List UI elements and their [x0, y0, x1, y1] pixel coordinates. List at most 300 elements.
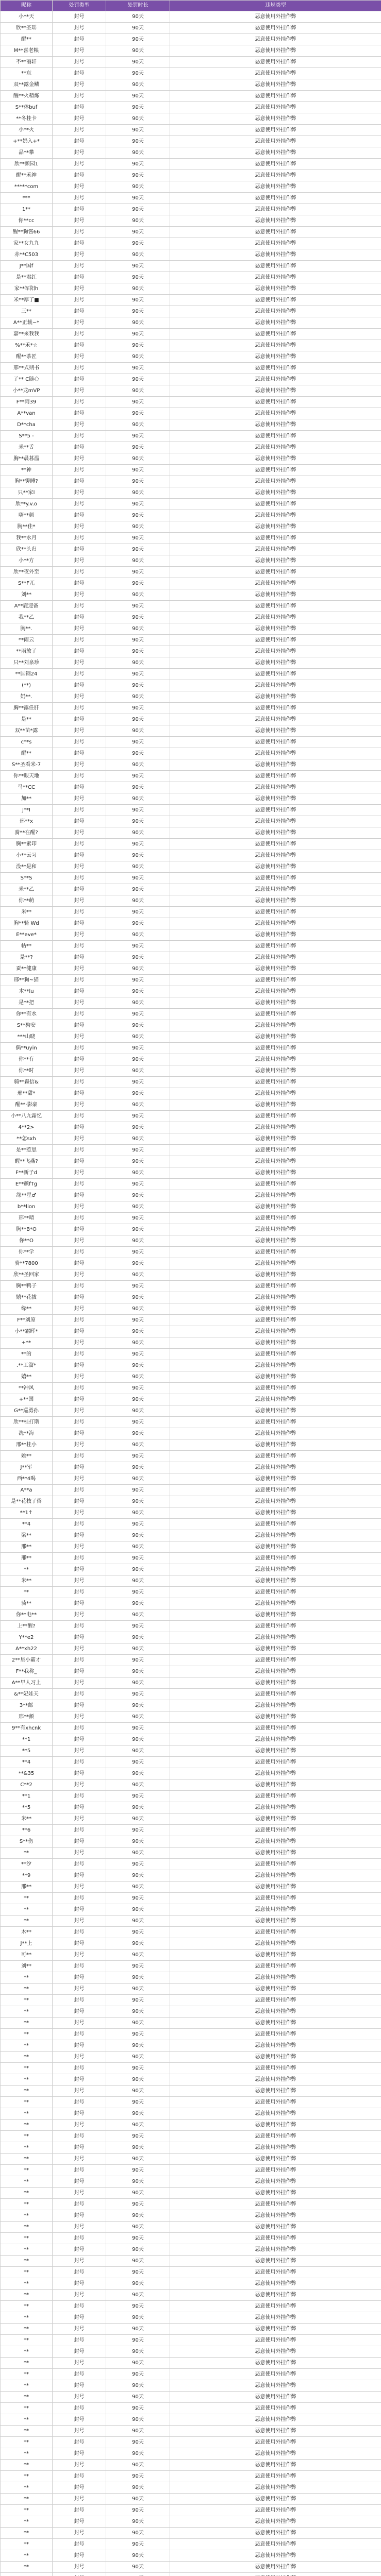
- cell-duration: 90天: [106, 1462, 170, 1473]
- cell-duration: 90天: [106, 1224, 170, 1235]
- cell-violation-type: 恶意使用外挂作弊: [170, 1031, 381, 1043]
- cell-duration: 90天: [106, 748, 170, 759]
- cell-nickname: **: [1, 2233, 53, 2244]
- cell-penalty-type: 封号: [53, 385, 106, 397]
- table-row: [1, 2006, 381, 2018]
- cell-violation-type: 恶意使用外挂作弊: [170, 714, 381, 725]
- cell-violation-type: 恶意使用外挂作弊: [170, 1405, 381, 1417]
- cell-violation-type: 恶意使用外挂作弊: [170, 1201, 381, 1213]
- cell-penalty-type: 封号: [53, 363, 106, 374]
- cell-violation-type: 恶意使用外挂作弊: [170, 249, 381, 261]
- table-row: [1, 1643, 381, 1655]
- cell-duration: 90天: [106, 408, 170, 419]
- cell-penalty-type: 封号: [53, 193, 106, 204]
- cell-duration: 90天: [106, 442, 170, 453]
- cell-violation-type: 恶意使用外挂作弊: [170, 1077, 381, 1088]
- cell-duration: 90天: [106, 125, 170, 136]
- table-row: [1, 1791, 381, 1802]
- cell-violation-type: 恶意使用外挂作弊: [170, 2267, 381, 2278]
- cell-duration: 90天: [106, 2346, 170, 2358]
- cell-penalty-type: 封号: [53, 1689, 106, 1700]
- cell-violation-type: 恶意使用外挂作弊: [170, 1859, 381, 1870]
- cell-nickname: 邢**甜*: [1, 1088, 53, 1099]
- cell-nickname: **: [1, 2222, 53, 2233]
- cell-duration: 90天: [106, 2494, 170, 2505]
- cell-duration: 90天: [106, 2040, 170, 2052]
- cell-violation-type: 恶意使用外挂作弊: [170, 227, 381, 238]
- cell-violation-type: 恶意使用外挂作弊: [170, 1519, 381, 1530]
- cell-nickname: b**lion: [1, 1201, 53, 1213]
- cell-violation-type: 恶意使用外挂作弊: [170, 102, 381, 113]
- cell-nickname: 3**邮: [1, 1700, 53, 1711]
- cell-violation-type: 恶意使用外挂作弊: [170, 317, 381, 329]
- cell-nickname: **雨云: [1, 635, 53, 646]
- cell-nickname: **: [1, 2505, 53, 2516]
- cell-violation-type: 恶意使用外挂作弊: [170, 2392, 381, 2403]
- cell-duration: 90天: [106, 1281, 170, 1292]
- table-row: [1, 1224, 381, 1235]
- cell-nickname: 了** C随心: [1, 374, 53, 385]
- cell-nickname: M**喜老粮: [1, 45, 53, 57]
- table-row: [1, 1859, 381, 1870]
- table-row: [1, 2029, 381, 2040]
- cell-duration: 90天: [106, 1292, 170, 1303]
- cell-nickname: A**van: [1, 408, 53, 419]
- cell-nickname: **1: [1, 1791, 53, 1802]
- cell-nickname: **4: [1, 1757, 53, 1768]
- table-row: [1, 249, 381, 261]
- cell-nickname: 欣**桂打斯: [1, 1417, 53, 1428]
- cell-violation-type: 恶意使用外挂作弊: [170, 2108, 381, 2120]
- cell-duration: 90天: [106, 1745, 170, 1757]
- cell-violation-type: 恶意使用外挂作弊: [170, 2256, 381, 2267]
- cell-duration: 90天: [106, 827, 170, 839]
- cell-nickname: 家**女九九: [1, 238, 53, 249]
- cell-violation-type: 恶意使用外挂作弊: [170, 1315, 381, 1326]
- table-row: [1, 159, 381, 170]
- cell-duration: 90天: [106, 975, 170, 986]
- cell-penalty-type: 封号: [53, 1530, 106, 1541]
- cell-nickname: 品**攀: [1, 147, 53, 159]
- cell-penalty-type: 封号: [53, 442, 106, 453]
- cell-duration: 90天: [106, 1553, 170, 1564]
- cell-duration: 90天: [106, 2086, 170, 2097]
- table-row: [1, 215, 381, 227]
- cell-nickname: 胸**露任肝: [1, 703, 53, 714]
- cell-duration: 90天: [106, 2142, 170, 2154]
- cell-violation-type: 恶意使用外挂作弊: [170, 1825, 381, 1836]
- cell-violation-type: 恶意使用外挂作弊: [170, 1836, 381, 1848]
- cell-nickname: 加**: [1, 793, 53, 805]
- cell-nickname: 我**乙: [1, 612, 53, 623]
- cell-penalty-type: 封号: [53, 1292, 106, 1303]
- cell-penalty-type: 封号: [53, 623, 106, 635]
- cell-duration: 90天: [106, 601, 170, 612]
- cell-nickname: **: [1, 2029, 53, 2040]
- cell-violation-type: 恶意使用外挂作弊: [170, 1791, 381, 1802]
- cell-violation-type: 恶意使用外挂作弊: [170, 1292, 381, 1303]
- table-row: [1, 113, 381, 125]
- table-row: [1, 2063, 381, 2074]
- cell-violation-type: 恶意使用外挂作弊: [170, 238, 381, 249]
- cell-penalty-type: 封号: [53, 1768, 106, 1780]
- cell-violation-type: 恶意使用外挂作弊: [170, 2018, 381, 2029]
- cell-penalty-type: 封号: [53, 283, 106, 295]
- cell-penalty-type: 封号: [53, 533, 106, 544]
- cell-violation-type: 恶意使用外挂作弊: [170, 680, 381, 691]
- cell-violation-type: 恶意使用外挂作弊: [170, 476, 381, 487]
- cell-violation-type: 恶意使用外挂作弊: [170, 1882, 381, 1893]
- cell-nickname: 胸**霁睡?: [1, 476, 53, 487]
- cell-nickname: 醒**禾神: [1, 170, 53, 181]
- cell-violation-type: 恶意使用外挂作弊: [170, 351, 381, 363]
- cell-violation-type: 恶意使用外挂作弊: [170, 975, 381, 986]
- cell-nickname: 欣**颜园1: [1, 159, 53, 170]
- cell-nickname: D**cha: [1, 419, 53, 431]
- cell-penalty-type: 封号: [53, 1859, 106, 1870]
- cell-violation-type: 恶意使用外挂作弊: [170, 374, 381, 385]
- cell-penalty-type: 封号: [53, 2562, 106, 2573]
- cell-violation-type: 恶意使用外挂作弊: [170, 1677, 381, 1689]
- table-row: [1, 1893, 381, 1904]
- cell-duration: 90天: [106, 589, 170, 601]
- table-row: [1, 1213, 381, 1224]
- cell-duration: 90天: [106, 1360, 170, 1371]
- table-row: [1, 295, 381, 306]
- cell-penalty-type: 封号: [53, 2494, 106, 2505]
- table-row: [1, 1598, 381, 1609]
- cell-penalty-type: 封号: [53, 2233, 106, 2244]
- cell-penalty-type: 封号: [53, 1632, 106, 1643]
- cell-nickname: 我**水月: [1, 533, 53, 544]
- table-row: [1, 2392, 381, 2403]
- cell-duration: 90天: [106, 635, 170, 646]
- cell-penalty-type: 封号: [53, 2516, 106, 2528]
- cell-duration: 90天: [106, 2188, 170, 2199]
- cell-duration: 90天: [106, 1530, 170, 1541]
- cell-duration: 90天: [106, 578, 170, 589]
- cell-violation-type: 恶意使用外挂作弊: [170, 1655, 381, 1666]
- table-row: [1, 567, 381, 578]
- cell-duration: 90天: [106, 1496, 170, 1507]
- cell-penalty-type: 封号: [53, 793, 106, 805]
- cell-nickname: +**奶入+*: [1, 136, 53, 147]
- cell-violation-type: 恶意使用外挂作弊: [170, 1927, 381, 1938]
- cell-nickname: 米**舌: [1, 442, 53, 453]
- cell-duration: 90天: [106, 2426, 170, 2437]
- cell-penalty-type: 封号: [53, 759, 106, 771]
- table-row: [1, 2505, 381, 2516]
- cell-nickname: **: [1, 2006, 53, 2018]
- cell-nickname: 1**: [1, 204, 53, 215]
- cell-nickname: ***: [1, 193, 53, 204]
- cell-nickname: J**军: [1, 1462, 53, 1473]
- cell-penalty-type: 封号: [53, 1984, 106, 1995]
- cell-violation-type: 恶意使用外挂作弊: [170, 907, 381, 918]
- cell-duration: 90天: [106, 431, 170, 442]
- cell-violation-type: 恶意使用外挂作弊: [170, 1984, 381, 1995]
- table-row: [1, 2233, 381, 2244]
- cell-nickname: 米**: [1, 1814, 53, 1825]
- cell-duration: 90天: [106, 1848, 170, 1859]
- cell-penalty-type: 封号: [53, 1326, 106, 1337]
- cell-nickname: **&35: [1, 1768, 53, 1780]
- cell-violation-type: 恶意使用外挂作弊: [170, 2290, 381, 2301]
- cell-penalty-type: 封号: [53, 2539, 106, 2550]
- cell-violation-type: 恶意使用外挂作弊: [170, 1326, 381, 1337]
- table-row: [1, 612, 381, 623]
- cell-violation-type: 恶意使用外挂作弊: [170, 2460, 381, 2471]
- cell-nickname: **: [1, 2256, 53, 2267]
- table-row: [1, 2335, 381, 2346]
- cell-violation-type: 恶意使用外挂作弊: [170, 1745, 381, 1757]
- cell-duration: 90天: [106, 1349, 170, 1360]
- cell-duration: 90天: [106, 2244, 170, 2256]
- cell-violation-type: 恶意使用外挂作弊: [170, 283, 381, 295]
- cell-violation-type: 恶意使用外挂作弊: [170, 2516, 381, 2528]
- cell-duration: 90天: [106, 929, 170, 941]
- cell-penalty-type: 封号: [53, 2210, 106, 2222]
- cell-duration: 90天: [106, 646, 170, 657]
- cell-nickname: 赤**C503: [1, 249, 53, 261]
- table-row: [1, 1485, 381, 1496]
- cell-violation-type: 恶意使用外挂作弊: [170, 2222, 381, 2233]
- cell-violation-type: 恶意使用外挂作弊: [170, 329, 381, 340]
- cell-violation-type: 恶意使用外挂作弊: [170, 34, 381, 45]
- cell-duration: 90天: [106, 2290, 170, 2301]
- cell-violation-type: 恶意使用外挂作弊: [170, 1088, 381, 1099]
- cell-violation-type: 恶意使用外挂作弊: [170, 170, 381, 181]
- cell-duration: 90天: [106, 1099, 170, 1111]
- cell-nickname: 醒**火精炼: [1, 91, 53, 102]
- cell-nickname: **雨放了: [1, 646, 53, 657]
- cell-violation-type: 恶意使用外挂作弊: [170, 419, 381, 431]
- cell-penalty-type: 封号: [53, 2244, 106, 2256]
- table-row: [1, 385, 381, 397]
- cell-violation-type: 恶意使用外挂作弊: [170, 2562, 381, 2573]
- cell-nickname: 邢**狗~猫: [1, 975, 53, 986]
- table-row: [1, 1995, 381, 2006]
- table-row: [1, 193, 381, 204]
- cell-nickname: **: [1, 2244, 53, 2256]
- cell-nickname: 胸**鸭子: [1, 1281, 53, 1292]
- cell-nickname: 胸**B*O: [1, 1224, 53, 1235]
- cell-violation-type: 恶意使用外挂作弊: [170, 589, 381, 601]
- table-row: [1, 2108, 381, 2120]
- cell-penalty-type: 封号: [53, 487, 106, 499]
- cell-duration: 90天: [106, 714, 170, 725]
- table-row: [1, 329, 381, 340]
- cell-nickname: 刘**: [1, 1961, 53, 1972]
- cell-nickname: 上**醒?: [1, 1621, 53, 1632]
- table-row: [1, 1961, 381, 1972]
- table-row: [1, 1950, 381, 1961]
- cell-duration: 90天: [106, 1768, 170, 1780]
- cell-nickname: 双**苗*露: [1, 725, 53, 737]
- table-row: [1, 306, 381, 317]
- table-row: [1, 1530, 381, 1541]
- cell-violation-type: 恶意使用外挂作弊: [170, 79, 381, 91]
- cell-duration: 90天: [106, 1020, 170, 1031]
- cell-nickname: **: [1, 2267, 53, 2278]
- cell-duration: 90天: [106, 397, 170, 408]
- cell-violation-type: 恶意使用外挂作弊: [170, 873, 381, 884]
- cell-violation-type: 恶意使用外挂作弊: [170, 623, 381, 635]
- cell-penalty-type: 封号: [53, 2142, 106, 2154]
- cell-violation-type: 恶意使用外挂作弊: [170, 1666, 381, 1677]
- cell-violation-type: 恶意使用外挂作弊: [170, 1757, 381, 1768]
- cell-duration: 90天: [106, 657, 170, 669]
- table-row: [1, 2052, 381, 2063]
- cell-nickname: **: [1, 2074, 53, 2086]
- cell-nickname: 小**龙mVP: [1, 385, 53, 397]
- cell-nickname: 小**火: [1, 125, 53, 136]
- table-row: [1, 283, 381, 295]
- cell-duration: 90天: [106, 1179, 170, 1190]
- cell-duration: 90天: [106, 1711, 170, 1723]
- cell-penalty-type: 封号: [53, 1564, 106, 1575]
- cell-duration: 90天: [106, 1893, 170, 1904]
- cell-duration: 90天: [106, 238, 170, 249]
- cell-duration: 90天: [106, 2176, 170, 2188]
- cell-duration: 90天: [106, 895, 170, 907]
- cell-penalty-type: 封号: [53, 2165, 106, 2176]
- cell-duration: 90天: [106, 1689, 170, 1700]
- table-row: [1, 499, 381, 510]
- cell-violation-type: 恶意使用外挂作弊: [170, 385, 381, 397]
- cell-penalty-type: 封号: [53, 102, 106, 113]
- cell-nickname: 小**霜晖*: [1, 1326, 53, 1337]
- table-row: [1, 1394, 381, 1405]
- cell-violation-type: 恶意使用外挂作弊: [170, 465, 381, 476]
- cell-violation-type: 恶意使用外挂作弊: [170, 23, 381, 34]
- cell-violation-type: 恶意使用外挂作弊: [170, 737, 381, 748]
- cell-duration: 90天: [106, 2403, 170, 2414]
- cell-duration: 90天: [106, 2528, 170, 2539]
- cell-duration: 90天: [106, 45, 170, 57]
- cell-violation-type: 恶意使用外挂作弊: [170, 1689, 381, 1700]
- cell-violation-type: 恶意使用外挂作弊: [170, 1723, 381, 1734]
- table-row: [1, 1621, 381, 1632]
- cell-penalty-type: 封号: [53, 272, 106, 283]
- cell-nickname: 米**: [1, 907, 53, 918]
- cell-duration: 90天: [106, 1677, 170, 1689]
- cell-violation-type: 恶意使用外挂作弊: [170, 1009, 381, 1020]
- cell-duration: 90天: [106, 1780, 170, 1791]
- cell-nickname: 你**眼天地: [1, 771, 53, 782]
- cell-duration: 90天: [106, 465, 170, 476]
- table-row: [1, 2380, 381, 2392]
- cell-penalty-type: 封号: [53, 136, 106, 147]
- cell-violation-type: 恶意使用外挂作弊: [170, 2528, 381, 2539]
- cell-duration: 90天: [106, 1700, 170, 1711]
- table-row: [1, 1723, 381, 1734]
- cell-penalty-type: 封号: [53, 419, 106, 431]
- table-row: [1, 816, 381, 827]
- cell-penalty-type: 封号: [53, 782, 106, 793]
- cell-nickname: ***山晓: [1, 1031, 53, 1043]
- cell-duration: 90天: [106, 2006, 170, 2018]
- table-row: [1, 1780, 381, 1791]
- table-row: [1, 1575, 381, 1587]
- table-row: [1, 2346, 381, 2358]
- cell-nickname: 欣**头归: [1, 544, 53, 555]
- cell-violation-type: 恶意使用外挂作弊: [170, 1473, 381, 1485]
- cell-duration: 90天: [106, 227, 170, 238]
- cell-nickname: 骑**森信&: [1, 1077, 53, 1088]
- cell-violation-type: 恶意使用外挂作弊: [170, 499, 381, 510]
- cell-violation-type: 恶意使用外挂作弊: [170, 1530, 381, 1541]
- cell-violation-type: 恶意使用外挂作弊: [170, 1711, 381, 1723]
- cell-duration: 90天: [106, 1541, 170, 1553]
- table-row: [1, 533, 381, 544]
- cell-nickname: **: [1, 2199, 53, 2210]
- cell-penalty-type: 封号: [53, 1439, 106, 1451]
- cell-duration: 90天: [106, 1247, 170, 1258]
- cell-nickname: 嘉**来我我: [1, 329, 53, 340]
- cell-violation-type: 恶意使用外挂作弊: [170, 487, 381, 499]
- cell-penalty-type: 封号: [53, 1485, 106, 1496]
- cell-nickname: E**颜fTg: [1, 1179, 53, 1190]
- cell-violation-type: 恶意使用外挂作弊: [170, 1371, 381, 1383]
- cell-violation-type: 恶意使用外挂作弊: [170, 272, 381, 283]
- table-row: [1, 57, 381, 68]
- table-row: [1, 737, 381, 748]
- cell-duration: [106, 2573, 170, 2576]
- cell-nickname: **: [1, 2312, 53, 2324]
- table-row: [1, 861, 381, 873]
- cell-penalty-type: 封号: [53, 1451, 106, 1462]
- cell-penalty-type: 封号: [53, 1972, 106, 1984]
- table-row: [1, 2256, 381, 2267]
- table-row: [1, 1677, 381, 1689]
- cell-penalty-type: 封号: [53, 612, 106, 623]
- cell-duration: 90天: [106, 1383, 170, 1394]
- cell-nickname: 奶**.: [1, 691, 53, 703]
- cell-nickname: **: [1, 1995, 53, 2006]
- table-row: [1, 397, 381, 408]
- cell-nickname: **: [1, 2120, 53, 2131]
- cell-nickname: **: [1, 2494, 53, 2505]
- cell-duration: 90天: [106, 850, 170, 861]
- cell-nickname: **: [1, 2290, 53, 2301]
- table-row: [1, 261, 381, 272]
- cell-duration: 90天: [106, 1428, 170, 1439]
- table-row: [1, 91, 381, 102]
- cell-penalty-type: 封号: [53, 57, 106, 68]
- cell-duration: 90天: [106, 544, 170, 555]
- cell-violation-type: 恶意使用外挂作弊: [170, 1496, 381, 1507]
- cell-nickname: S**伤: [1, 1836, 53, 1848]
- cell-duration: 90天: [106, 805, 170, 816]
- cell-nickname: 2**星小霸才: [1, 1655, 53, 1666]
- cell-penalty-type: 封号: [53, 68, 106, 79]
- table-row: [1, 1507, 381, 1519]
- table-row: [1, 238, 381, 249]
- cell-duration: 90天: [106, 1439, 170, 1451]
- table-row: [1, 442, 381, 453]
- cell-duration: 90天: [106, 1303, 170, 1315]
- cell-duration: 90天: [106, 737, 170, 748]
- cell-violation-type: 恶意使用外挂作弊: [170, 1383, 381, 1394]
- table-row: [1, 1904, 381, 1916]
- cell-violation-type: 恶意使用外挂作弊: [170, 1587, 381, 1598]
- cell-duration: 90天: [106, 295, 170, 306]
- cell-nickname: 胸**晨暮温: [1, 453, 53, 465]
- table-row: [1, 1156, 381, 1167]
- cell-duration: 90天: [106, 1417, 170, 1428]
- table-row: [1, 272, 381, 283]
